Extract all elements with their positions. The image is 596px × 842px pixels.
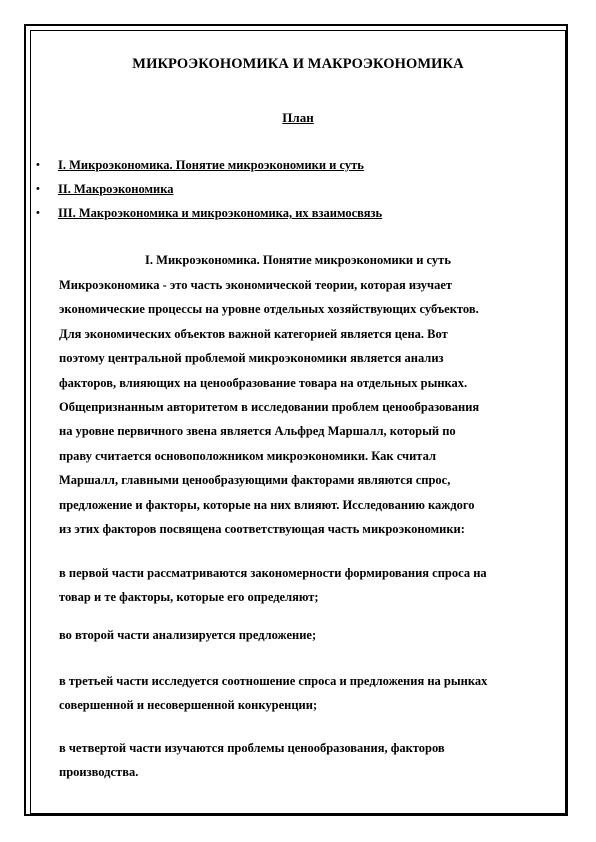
text-line: из этих факторов посвящена соответствующая часть микроэкономики: (59, 522, 465, 537)
text-line: экономические процессы на уровне отдельных хозяйствующих субъектов. (59, 302, 479, 317)
text-line: Общепризнанным авторитетом в исследовании проблем ценообразования (59, 400, 480, 415)
text-line: праву считается основоположником микроэкономики. Как считал (59, 448, 436, 463)
text-line: в третьей части исследуется соотношение спроса и предложения на рынках (59, 674, 488, 688)
text-line: Микроэкономика - это часть экономической теории, которая изучает (59, 278, 453, 292)
table-of-contents (36, 155, 382, 227)
text-line: поэтому центральной проблемой микроэкономики является анализ (59, 351, 444, 366)
text-line: Для экономических объектов важной категорией является цена. Вот (59, 326, 448, 341)
toc-link-relationship[interactable]: III. Макроэкономика и микроэкономика, их взаимосвязь (58, 206, 383, 220)
toc-item-3 (36, 203, 382, 227)
intro-paragraph (59, 273, 549, 541)
paragraph-part-four (59, 736, 549, 785)
text-line: на уровне первичного звена является Альфред Маршалл, который по (59, 424, 456, 439)
toc-item-1 (36, 155, 382, 179)
text-line: Маршалл, главными ценообразующими факторами являются спрос, (59, 473, 451, 488)
paragraph-part-three (59, 669, 549, 718)
text-line: в первой части рассматриваются закономерности формирования спроса на (59, 566, 487, 580)
text-line: производства. (59, 765, 139, 780)
paragraph-part-one (59, 561, 549, 610)
section-heading: I. Микроэкономика. Понятие микроэкономики и суть (145, 253, 451, 267)
text-line: во второй части анализируется предложение; (59, 628, 317, 642)
bullet-icon: • (36, 159, 40, 171)
text-line: товар и те факторы, которые его определяют; (59, 590, 319, 605)
plan-heading: План (282, 110, 314, 125)
paragraph-part-two (59, 623, 549, 647)
toc-link-macroeconomics[interactable]: II. Макроэкономика (58, 182, 174, 196)
text-line: в четвертой части изучаются проблемы ценообразования, факторов (59, 741, 445, 755)
text-line: предложение и факторы, которые на них влияют. Исследованию каждого (59, 497, 475, 512)
text-line: совершенной и несовершенной конкуренции; (59, 698, 318, 713)
bullet-icon: • (36, 183, 40, 195)
toc-link-microeconomics[interactable]: I. Микроэкономика. Понятие микроэкономики и суть (58, 158, 364, 172)
text-line: факторов, влияющих на ценообразование товара на отдельных рынках. (59, 375, 468, 390)
toc-item-2 (36, 179, 382, 203)
page-title: МИКРОЭКОНОМИКА И МАКРОЭКОНОМИКА (132, 56, 464, 72)
bullet-icon: • (36, 207, 40, 219)
